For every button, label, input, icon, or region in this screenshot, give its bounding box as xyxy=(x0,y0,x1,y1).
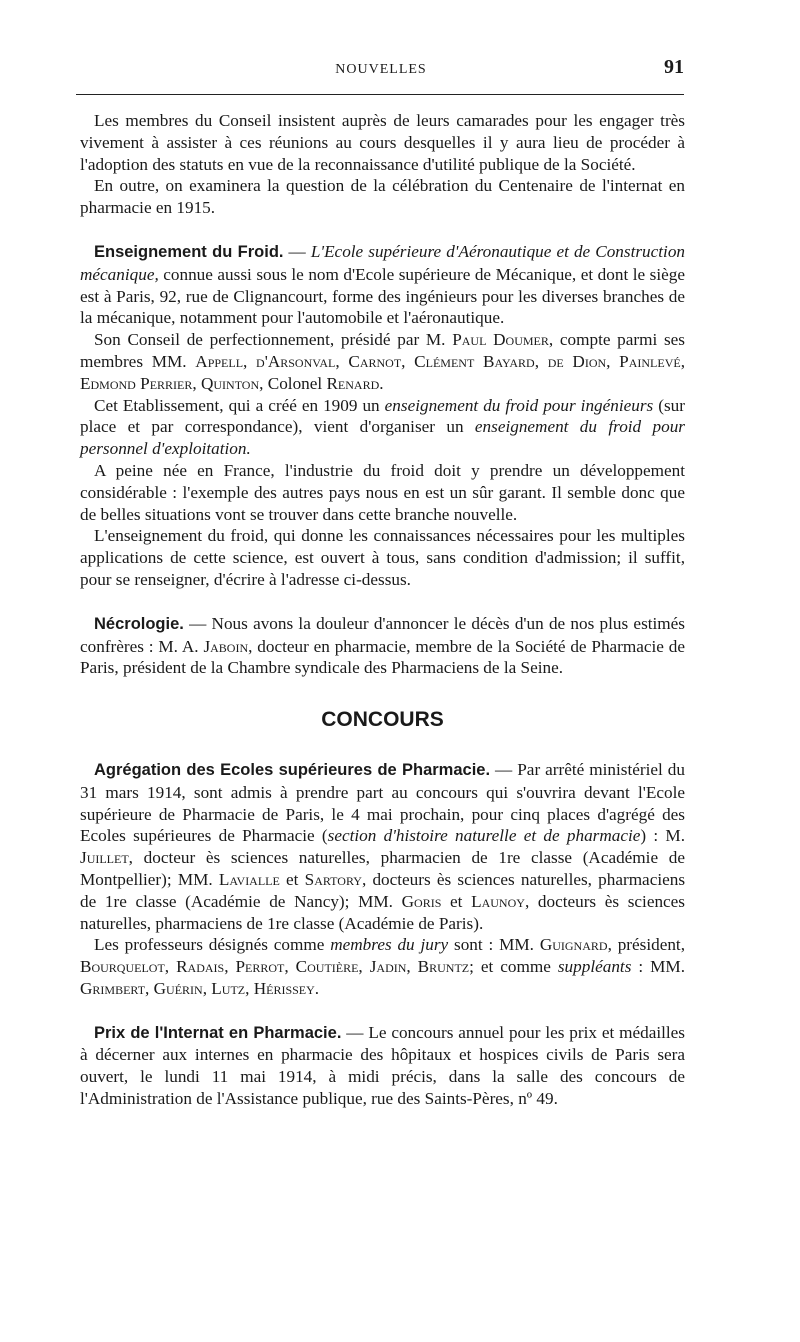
page-body xyxy=(80,110,685,1110)
agregation-text-1: — Par arrêté ministériel du 31 mars 1914, sont admis à prendre part au concours qui s'ouvrira devant l'Ecole supérieure de Pharmacie de Paris, le 4 mai prochain, pour cinq places d'agrégé des Ecoles supérieures de Pharmacie ( xyxy=(80,759,685,846)
agregation-suppleants-italic: suppléants xyxy=(557,957,632,977)
froid-school-name: L'Ecole supérieure d'Aéronautique et de Construction mécanique, xyxy=(80,241,686,284)
froid-p2-text-c: Colonel xyxy=(263,373,327,393)
froid-p1-text: connue aussi sous le nom d'Ecole supérieure de Mécanique, et dont le siège est à Paris, 92, rue de Clignancourt, forme des ingénieurs pour les diverses branches de la mécanique, notamment pour l'automobile et l'aéronautique. xyxy=(80,264,685,328)
prix-heading: Prix de l'Internat en Pharmacie. xyxy=(94,1023,342,1042)
concours-title: CONCOURS xyxy=(321,708,444,732)
froid-paragraph-2 xyxy=(80,329,685,394)
section-necrologie xyxy=(80,613,685,679)
agregation-jury-members: Bourquelot, Radais, Perrot, Coutière, Jadin, Bruntz xyxy=(80,957,470,977)
agregation-paragraph-1 xyxy=(80,759,685,934)
froid-dash: — xyxy=(283,241,311,261)
intro-paragraph-2: En outre, on examinera la question de la célébration du Centenaire de l'internat en pharmacie en 1915. xyxy=(80,176,685,218)
froid-p3-text-b: (sur place et par correspondance), vient d'organiser un xyxy=(80,395,685,437)
agregation-jury-italic: membres du jury xyxy=(330,935,449,955)
prix-text: — Le concours annuel pour les prix et médailles à décerner aux internes en pharmacie des hôpitaux et hospices civils de Paris sera ouvert, le lundi 11 mai 1914, à midi précis, dans la salle des concours de l'Administration de l'Assistance publique, rue des Saints-Pères, nº 49. xyxy=(80,1022,685,1109)
agregation-suppleants-names: Grimbert, Guérin, Lutz, Hérissey xyxy=(80,978,315,998)
page-header xyxy=(76,54,686,84)
froid-renard: Renard xyxy=(326,373,380,393)
froid-p2-text-a: Son Conseil de perfectionnement, présidé par M. xyxy=(94,330,453,350)
froid-members: Appell, d'Arsonval, Carnot, Clément Bayard, de Dion, Painlevé, Edmond Perrier, Quinton, xyxy=(80,351,685,393)
froid-p2-text-d: . xyxy=(379,373,384,393)
necro-text-a: — Nous avons la douleur d'annoncer le décès d'un de nos plus estimés confrères : M. A. xyxy=(80,613,685,656)
froid-p3-text-a: Cet Etablissement, qui a créé en 1909 un xyxy=(94,395,385,415)
froid-p3-italic-2: enseignement du froid pour personnel d'exploitation. xyxy=(80,417,685,459)
froid-paragraph-4: A peine née en France, l'industrie du froid doit y prendre un développement considérable : l'exemple des autres pays nous en est un sûr garant. Il semble donc que de belles situations vont se trouver dans cette branche nouvelle. xyxy=(80,460,685,524)
froid-p3-italic-1: enseignement du froid pour ingénieurs xyxy=(384,395,654,415)
necro-text-b: , docteur en pharmacie, membre de la Société de Pharmacie de Paris, président de la Chambre syndicale des Pharmaciens de la Seine. xyxy=(80,636,685,678)
necro-paragraph xyxy=(80,613,685,679)
agregation-name-juillet: Juillet xyxy=(80,848,129,868)
intro-paragraph-1: Les membres du Conseil insistent auprès de leurs camarades pour les engager très vivement à assister à ces réunions au cours desquelles il y aura lieu de procéder à l'adoption des statuts en vue de la reconnaissance d'utilité publique de la Société. xyxy=(80,111,685,174)
section-agregation xyxy=(80,759,685,1000)
agregation-name-goris: Goris xyxy=(401,891,442,911)
agregation-text-2: ) : M. xyxy=(640,826,686,846)
necro-name: Jaboin xyxy=(203,636,249,656)
agregation-p2-text-c: , président, xyxy=(607,935,685,955)
section-froid xyxy=(80,241,685,591)
agregation-paragraph-2 xyxy=(80,934,685,999)
agregation-p2-text-d: ; et comme xyxy=(469,957,558,977)
agregation-p2-text-a: Les professeurs désignés comme xyxy=(94,935,331,955)
agregation-heading: Agrégation des Ecoles supérieures de Pharmacie. xyxy=(94,760,491,779)
agregation-text-3: , docteur ès sciences naturelles, pharmacien de 1re classe (Académie de Montpellier); MM. xyxy=(80,848,685,889)
header-rule xyxy=(76,94,684,95)
froid-paragraph-3 xyxy=(80,395,685,460)
agregation-text-7: , docteurs ès sciences naturelles, pharmaciens de 1re classe (Académie de Paris). xyxy=(80,891,685,933)
agregation-name-lavialle: Lavialle xyxy=(218,869,280,889)
agregation-text-5: , docteurs ès sciences naturelles, pharmaciens de 1re classe (Académie de Nancy); MM. xyxy=(80,869,686,911)
froid-paragraph-5: L'enseignement du froid, qui donne les connaissances nécessaires pour les multiples applications de cette science, est ouvert à tous, sans condition d'admission; il suffit, pour se renseigner, d'écrire à l'adresse ci-dessus. xyxy=(80,526,685,589)
froid-president: Paul Doumer xyxy=(452,330,549,350)
page-number: 91 xyxy=(664,56,684,78)
agregation-p2-text-b: sont : MM. xyxy=(448,935,540,955)
froid-heading: Enseignement du Froid. xyxy=(94,242,284,261)
agregation-jury-president: Guignard xyxy=(539,935,608,955)
froid-paragraph-1 xyxy=(80,241,685,329)
agregation-p2-text-e: : MM. xyxy=(631,957,685,977)
agregation-name-launoy: Launoy xyxy=(471,891,525,911)
section-prix xyxy=(80,1022,685,1110)
prix-paragraph xyxy=(80,1022,685,1110)
agregation-name-sartory: Sartory xyxy=(304,869,362,889)
agregation-text-4: et xyxy=(279,869,305,889)
running-title: NOUVELLES xyxy=(335,62,427,77)
agregation-text-6: et xyxy=(441,891,472,911)
froid-p2-text-b: , compte parmi ses membres MM. xyxy=(80,330,685,371)
necro-heading: Nécrologie. xyxy=(94,614,184,633)
agregation-section-italic: section d'histoire naturelle et de pharmacie xyxy=(327,826,641,846)
agregation-p2-text-f: . xyxy=(314,978,320,998)
